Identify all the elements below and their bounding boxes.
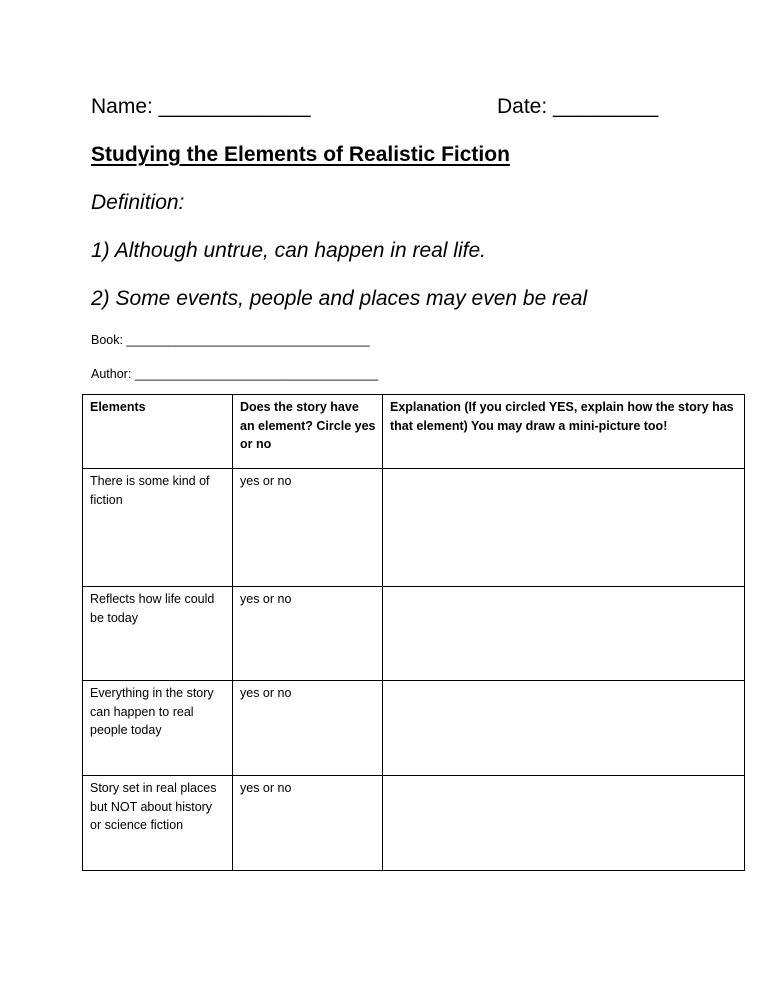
book-field[interactable]: Book: ___________________________________: [91, 333, 370, 347]
table-row: [83, 776, 745, 871]
definition-point-1: 1) Although untrue, can happen in real life.: [91, 239, 486, 262]
date-field-label[interactable]: Date: _________: [497, 95, 659, 118]
header-explanation: Explanation (If you circled YES, explain how the story has that element) You may draw a mini-picture too!: [383, 395, 745, 469]
yes-no-choice[interactable]: yes or no: [233, 587, 383, 681]
element-cell: Reflects how life could be today: [83, 587, 233, 681]
element-cell: Story set in real places but NOT about history or science fiction: [83, 776, 233, 871]
header-elements: Elements: [83, 395, 233, 469]
page-title: Studying the Elements of Realistic Fiction: [91, 143, 510, 166]
explanation-cell[interactable]: [383, 587, 745, 681]
table-row: [83, 681, 745, 776]
elements-table: [82, 394, 745, 871]
yes-no-choice[interactable]: yes or no: [233, 776, 383, 871]
table-header-row: [83, 395, 745, 469]
element-cell: Everything in the story can happen to real people today: [83, 681, 233, 776]
header-circle-choice: Does the story have an element? Circle yes or no: [233, 395, 383, 469]
yes-no-choice[interactable]: yes or no: [233, 681, 383, 776]
name-field-label[interactable]: Name: _____________: [91, 95, 311, 118]
explanation-cell[interactable]: [383, 681, 745, 776]
definition-point-2: 2) Some events, people and places may even be real: [91, 287, 588, 310]
element-cell: There is some kind of fiction: [83, 469, 233, 587]
author-field[interactable]: Author: ___________________________________: [91, 367, 379, 381]
yes-no-choice[interactable]: yes or no: [233, 469, 383, 587]
explanation-cell[interactable]: [383, 469, 745, 587]
definition-heading: Definition:: [91, 191, 185, 214]
explanation-cell[interactable]: [383, 776, 745, 871]
table-row: [83, 469, 745, 587]
table-row: [83, 587, 745, 681]
